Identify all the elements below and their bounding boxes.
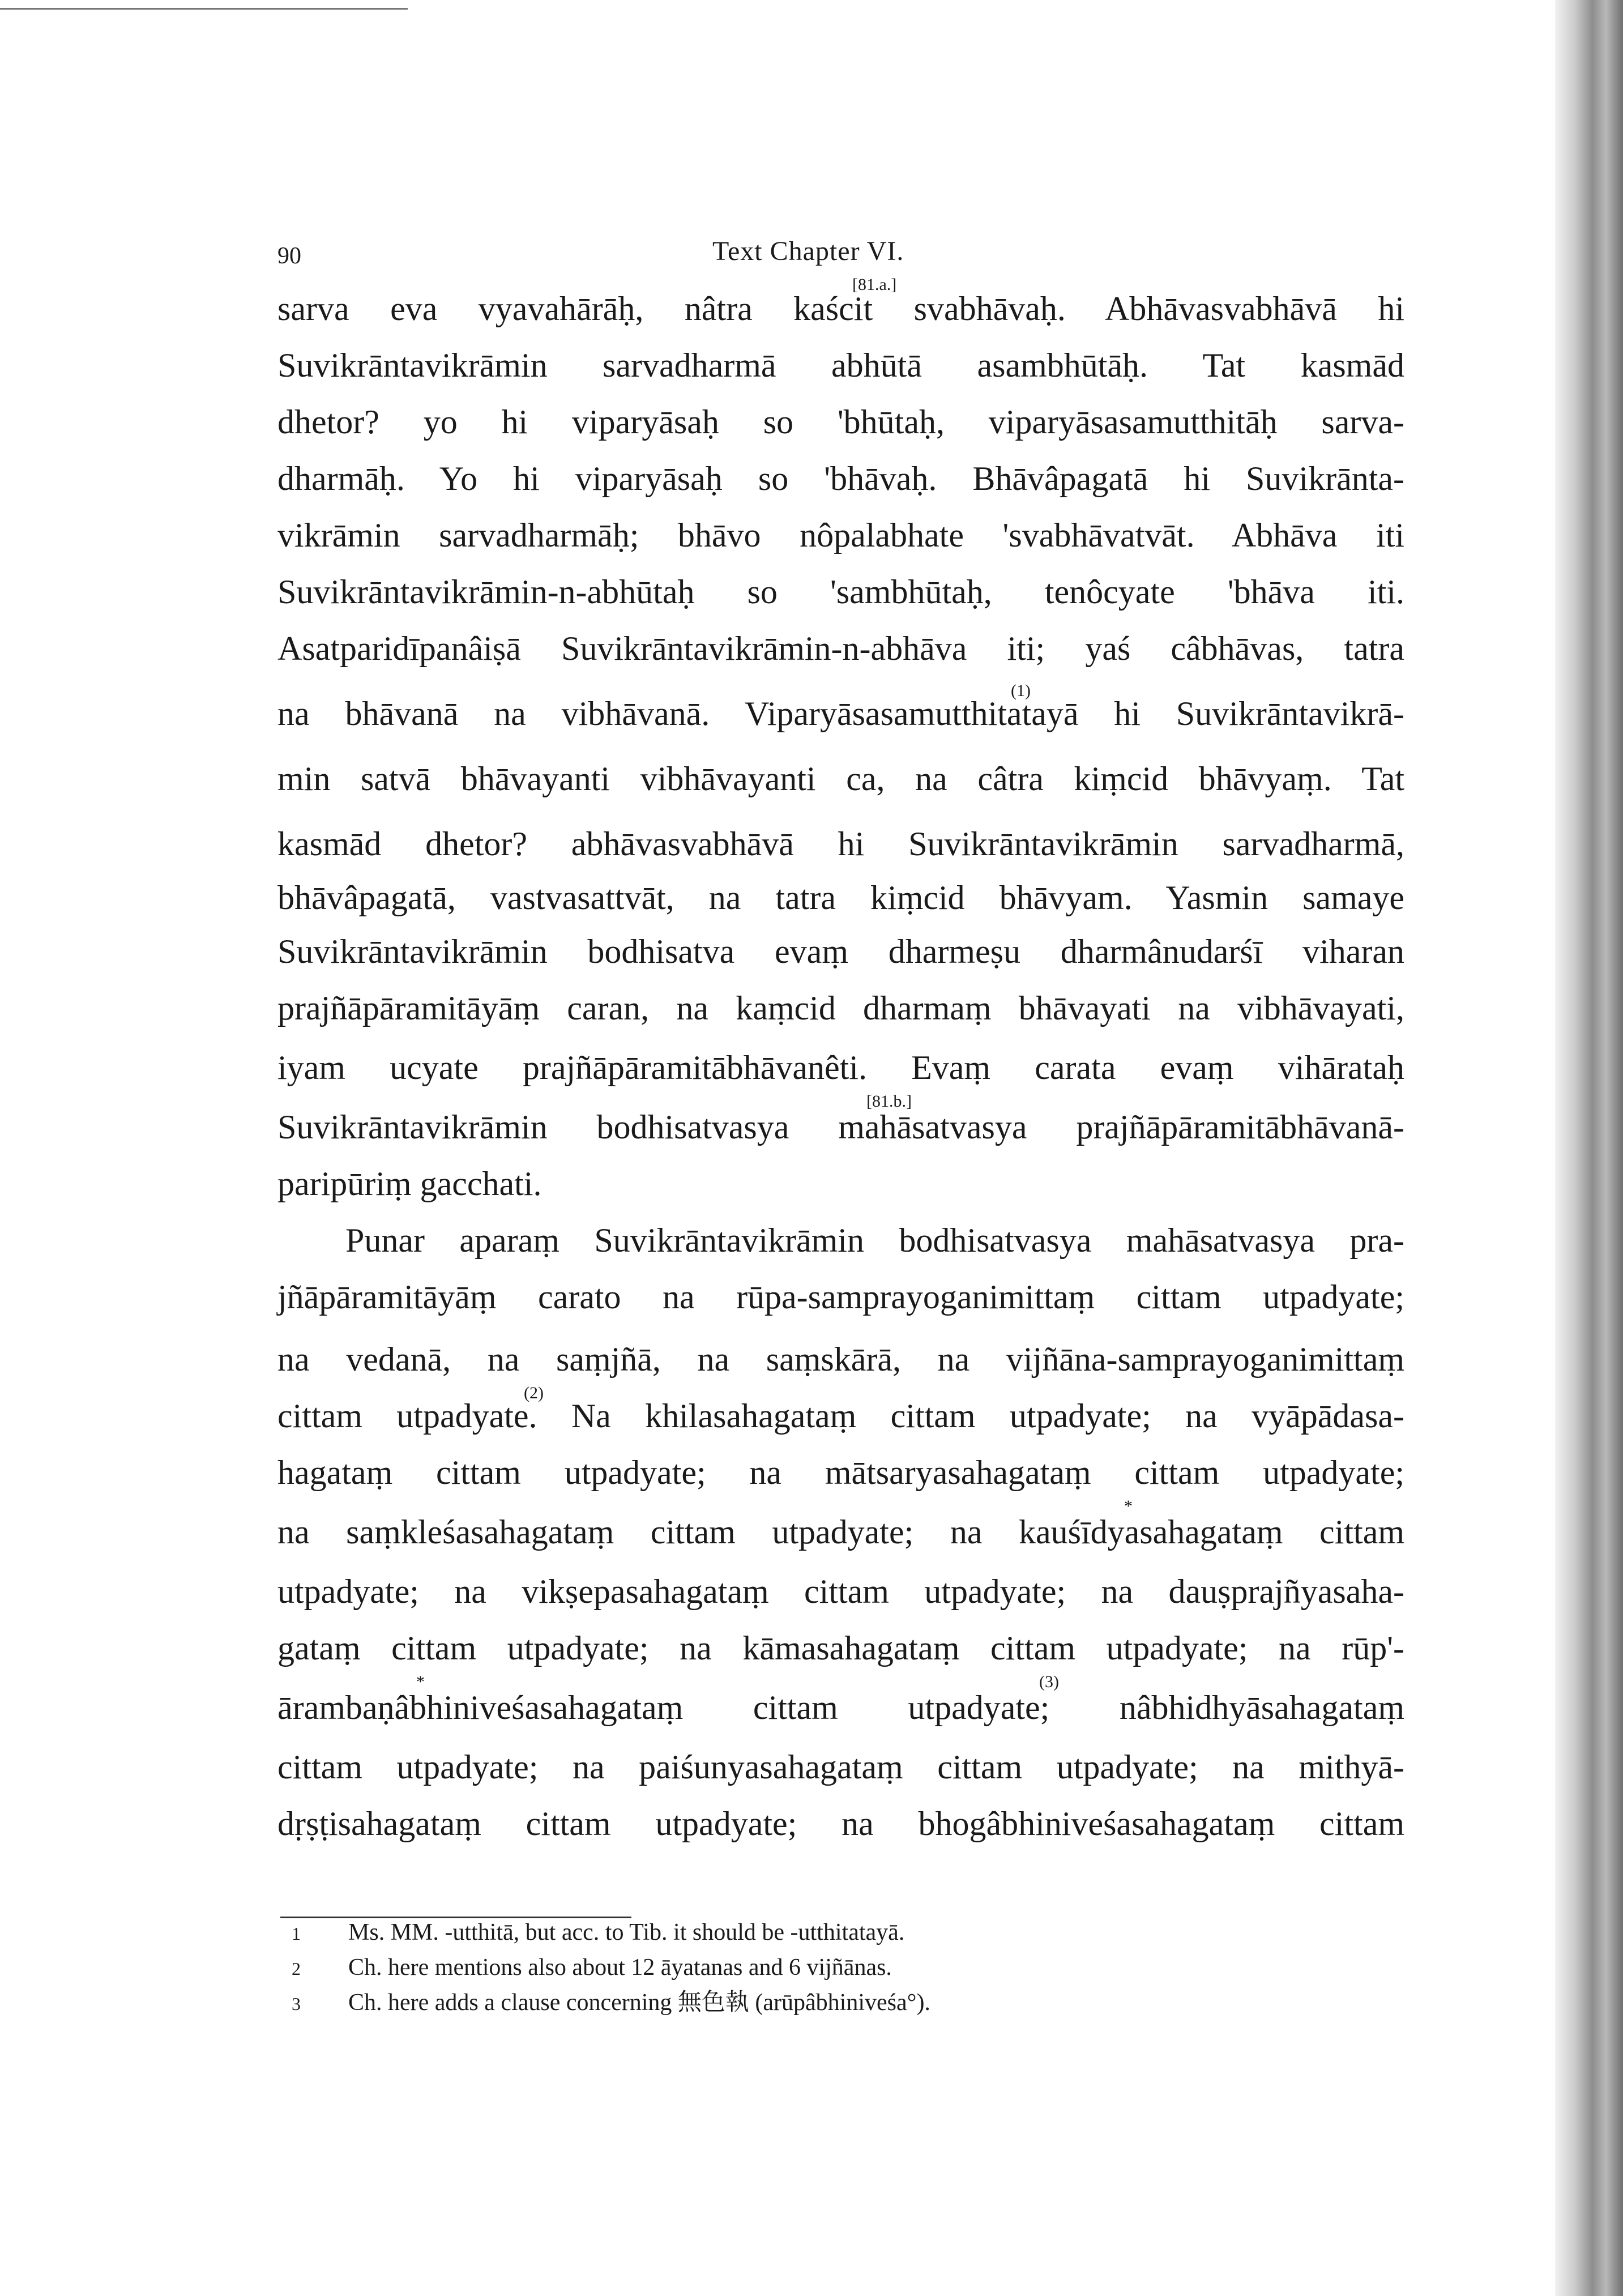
footnote-marker-3: (3) bbox=[1039, 1672, 1059, 1691]
footnote-number: 2 bbox=[292, 1958, 301, 1979]
page-number: 90 bbox=[277, 243, 301, 269]
footnote-text: Ch. here adds a clause concerning 無色執 (arūpâbhiniveśa°). bbox=[348, 1990, 930, 2016]
asterisk-marker: * bbox=[1124, 1497, 1133, 1516]
footnote-marker-2: (2) bbox=[524, 1384, 544, 1402]
body-line: cittam utpadyate; na paiśunyasahagataṃ cittam utpadyate; na mithyā- bbox=[277, 1748, 1404, 1786]
running-head: Text Chapter VI. bbox=[712, 236, 904, 266]
body-line: dharmāḥ. Yo hi viparyāsaḥ so 'bhāvaḥ. Bhāvâpagatā hi Suvikrānta- bbox=[277, 460, 1404, 497]
scan-page-edge bbox=[1555, 0, 1623, 2296]
manuscript-folio-marker: [81.b.] bbox=[866, 1092, 912, 1111]
body-line: Suvikrāntavikrāmin sarvadharmā abhūtā asambhūtāḥ. Tat kasmād bbox=[277, 347, 1404, 384]
scan-top-rule bbox=[0, 8, 408, 10]
footnote-separator bbox=[280, 1917, 631, 1918]
body-line: bhāvâpagatā, vastvasattvāt, na tatra kiṃcid bhāvyam. Yasmin samaye bbox=[277, 879, 1404, 916]
body-line: kasmād dhetor? abhāvasvabhāvā hi Suvikrāntavikrāmin sarvadharmā, bbox=[277, 825, 1404, 863]
body-line: dṛṣṭisahagataṃ cittam utpadyate; na bhogâbhiniveśasahagataṃ cittam bbox=[277, 1805, 1404, 1842]
footnote-marker-1: (1) bbox=[1011, 681, 1031, 700]
body-line: paripūriṃ gacchati. bbox=[277, 1165, 542, 1202]
body-line: utpadyate; na vikṣepasahagataṃ cittam utpadyate; na dauṣprajñyasaha- bbox=[277, 1573, 1404, 1610]
body-line: jñāpāramitāyāṃ carato na rūpa-samprayoganimittaṃ cittam utpadyate; bbox=[277, 1278, 1404, 1316]
body-line: cittam utpadyate. Na khilasahagataṃ cittam utpadyate; na vyāpādasa- bbox=[277, 1397, 1404, 1435]
body-line: Suvikrāntavikrāmin-n-abhūtaḥ so 'sambhūtaḥ, tenôcyate 'bhāva iti. bbox=[277, 573, 1404, 611]
footnote-item bbox=[292, 1955, 892, 1981]
body-line: na vedanā, na saṃjñā, na saṃskārā, na vijñāna-samprayoganimittaṃ bbox=[277, 1341, 1404, 1378]
footnote-item bbox=[292, 1920, 904, 1946]
body-line: Suvikrāntavikrāmin bodhisatvasya mahāsatvasya prajñāpāramitābhāvanā- bbox=[277, 1108, 1404, 1146]
footnote-number: 1 bbox=[292, 1923, 301, 1944]
body-line: iyam ucyate prajñāpāramitābhāvanêti. Evaṃ carata evaṃ vihārataḥ bbox=[277, 1049, 1404, 1086]
body-line: ārambaṇâbhiniveśasahagataṃ cittam utpadyate; nâbhidhyāsahagataṃ bbox=[277, 1689, 1404, 1726]
body-line: Suvikrāntavikrāmin bodhisatva evaṃ dharmeṣu dharmânudarśī viharan bbox=[277, 933, 1404, 970]
body-line: na bhāvanā na vibhāvanā. Viparyāsasamutthitatayā hi Suvikrāntavikrā- bbox=[277, 695, 1404, 732]
body-line: Punar aparaṃ Suvikrāntavikrāmin bodhisatvasya mahāsatvasya pra- bbox=[345, 1222, 1404, 1259]
footnote-item bbox=[292, 1990, 930, 2016]
footnote-text: Ms. MM. -utthitā, but acc. to Tib. it should be -utthitatayā. bbox=[348, 1919, 905, 1945]
manuscript-folio-marker: [81.a.] bbox=[852, 275, 897, 294]
body-line: gataṃ cittam utpadyate; na kāmasahagataṃ cittam utpadyate; na rūp'- bbox=[277, 1629, 1404, 1667]
body-line: Asatparidīpanâiṣā Suvikrāntavikrāmin-n-abhāva iti; yaś câbhāvas, tatra bbox=[277, 630, 1404, 667]
body-line: na saṃkleśasahagataṃ cittam utpadyate; na kauśīdyasahagataṃ cittam bbox=[277, 1513, 1404, 1551]
body-line: dhetor? yo hi viparyāsaḥ so 'bhūtaḥ, viparyāsasamutthitāḥ sarva- bbox=[277, 403, 1404, 441]
body-line: sarva eva vyavahārāḥ, nâtra kaścit svabhāvaḥ. Abhāvasvabhāvā hi bbox=[277, 290, 1404, 327]
asterisk-marker: * bbox=[416, 1672, 425, 1691]
footnote-number: 3 bbox=[292, 1994, 301, 2014]
body-line: vikrāmin sarvadharmāḥ; bhāvo nôpalabhate 'svabhāvatvāt. Abhāva iti bbox=[277, 517, 1404, 554]
body-line: prajñāpāramitāyāṃ caran, na kaṃcid dharmaṃ bhāvayati na vibhāvayati, bbox=[277, 989, 1404, 1027]
footnote-text: Ch. here mentions also about 12 āyatanas and 6 vijñānas. bbox=[348, 1954, 892, 1981]
body-line: hagataṃ cittam utpadyate; na mātsaryasahagataṃ cittam utpadyate; bbox=[277, 1454, 1404, 1491]
body-line: min satvā bhāvayanti vibhāvayanti ca, na câtra kiṃcid bhāvyaṃ. Tat bbox=[277, 760, 1404, 797]
